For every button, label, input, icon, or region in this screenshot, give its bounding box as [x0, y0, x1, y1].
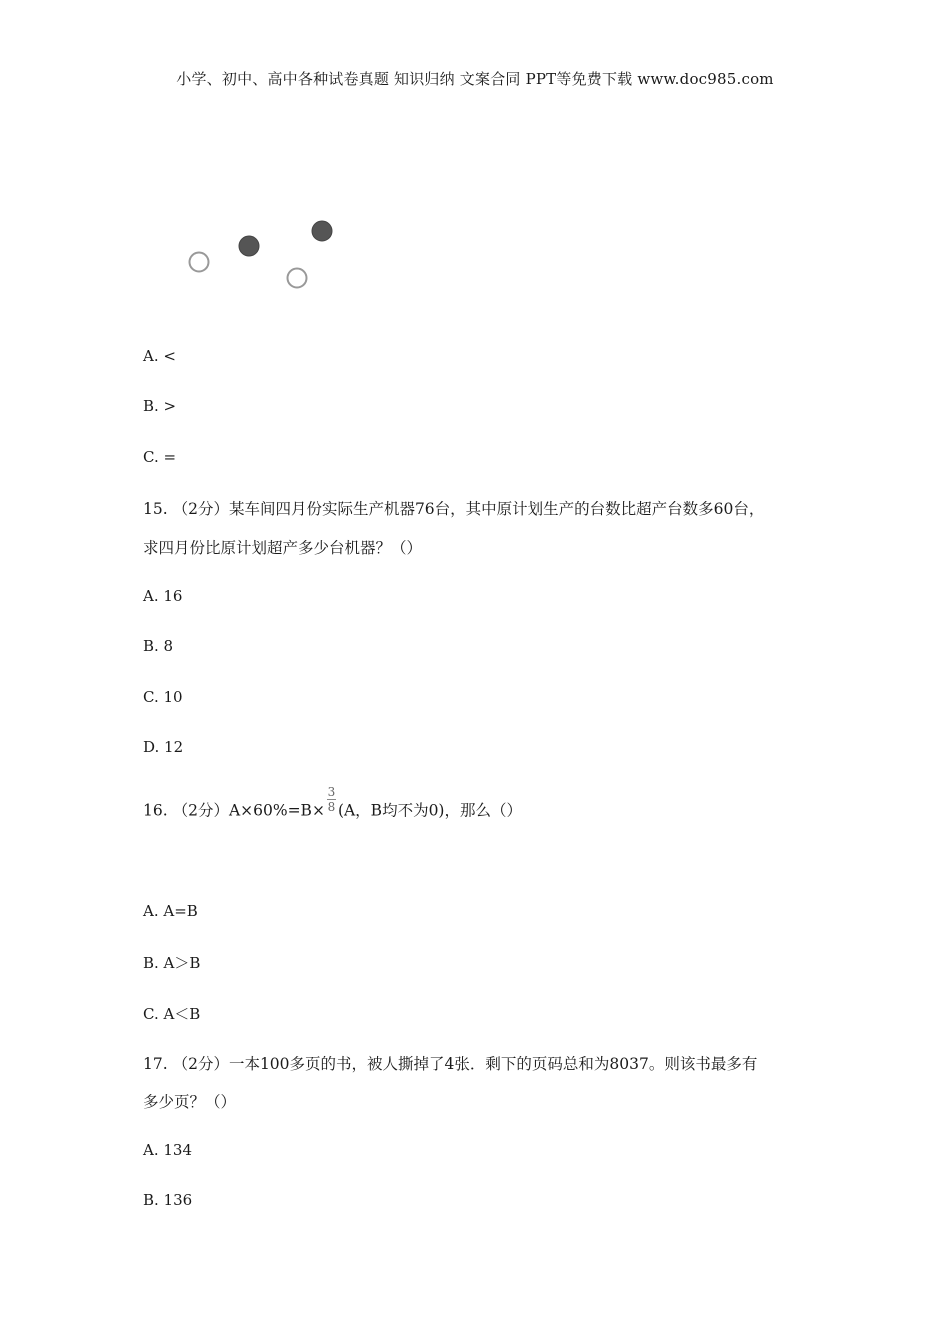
filled-circle-2 — [312, 221, 332, 241]
q16-suffix: (A，B均不为0)，那么（） — [337, 801, 522, 820]
fraction-denominator: 8 — [327, 800, 336, 814]
q15-option-a: A. 16 — [143, 587, 183, 605]
q17-text-line1: 17. （2分）一本100多页的书，被人撕掉了4张．剩下的页码总和为8037。则该书最多有 — [143, 1055, 758, 1073]
q16-option-a: A. A=B — [143, 902, 198, 920]
q14-option-a: A. < — [143, 347, 176, 365]
page-header: 小学、初中、高中各种试卷真题 知识归纳 文案合同 PPT等免费下载 www.doc985.com — [176, 70, 774, 88]
filled-circle-1 — [239, 236, 259, 256]
q15-option-b: B. 8 — [143, 637, 174, 655]
q16-option-c: C. A＜B — [143, 1005, 201, 1023]
fraction-numerator: 3 — [327, 785, 336, 799]
q17-text-line2: 多少页？（） — [143, 1093, 237, 1111]
q14-option-b: B. > — [143, 397, 177, 415]
fraction-three-eighths — [327, 786, 336, 813]
q15-text-line1: 15. （2分）某车间四月份实际生产机器76台，其中原计划生产的台数比超产台数多60台， — [143, 500, 765, 518]
q16-option-b: B. A＞B — [143, 954, 201, 972]
q17-option-a: A. 134 — [143, 1141, 192, 1159]
q16-text — [143, 785, 522, 825]
q14-option-c: C. = — [143, 448, 177, 466]
circles-figure — [180, 210, 360, 300]
q17-option-b: B. 136 — [143, 1191, 193, 1209]
hollow-circle-2 — [288, 269, 307, 288]
q16-prefix: 16. （2分）A×60%=B× — [143, 801, 325, 820]
q15-text-line2: 求四月份比原计划超产多少台机器？（） — [143, 539, 423, 557]
q15-option-d: D. 12 — [143, 738, 184, 756]
q15-option-c: C. 10 — [143, 688, 183, 706]
hollow-circle-1 — [190, 253, 209, 272]
